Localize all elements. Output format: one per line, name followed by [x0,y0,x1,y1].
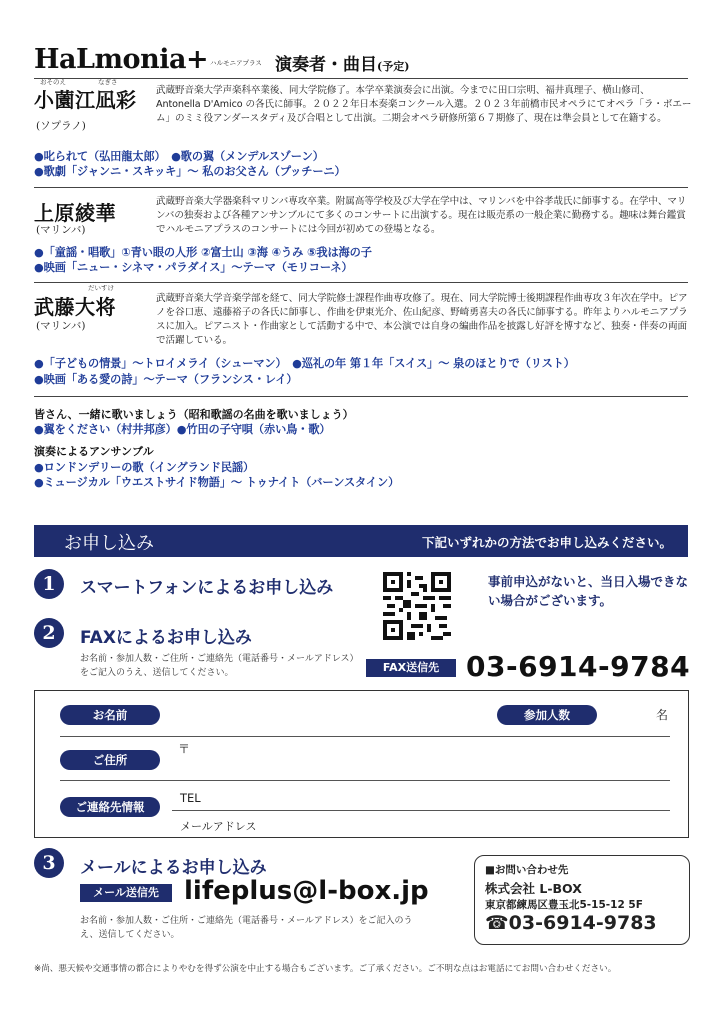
performer-name: 武藤大将 [34,295,116,319]
fax-tag: FAX送信先 [366,659,456,677]
postal-mark: 〒 [178,742,191,756]
performer-name: 小薗江凪彩 [34,88,137,112]
banner-title: お申し込み [64,533,154,554]
contact-company: 株式会社 L-BOX [485,881,582,896]
method-email: メールによるお申し込み [80,858,267,878]
mail-address[interactable]: lifeplus@l-box.jp [184,876,429,906]
footer-note: ※尚、悪天候や交通事情の都合によりやむを得ず公演を中止する場合もございます。ご了承ください。ご不明な点はお電話にてお問い合わせください。 [34,964,617,974]
name-ruby: だいすけ [88,284,114,292]
song-line: ●「童謡・唱歌」①青い眼の人形 ②富士山 ③海 ④うみ ⑤我は海の子 [34,246,372,259]
step-number: 1 [34,569,64,599]
entry-notice: 事前申込がないと、当日入場できない場合がございます。 [488,574,689,608]
performer-bio: 武蔵野音楽大学声楽科卒業後、同大学院修了。本学卒業演奏会に出演。今までに田口宗明、福井真理子、横山修司、Antonella D'Amico の各氏に師事。２０２２年日本奏楽コンクール入選。２０２３年前橋市民オペラにてオペラ「ラ・ボエーム」のミミ役アンダースタディ及び合唱として出演。二期会オペラ研修所第６７期修了、現在は準会員として在籍する。 [156,85,692,124]
tel-label: TEL [180,791,201,805]
ensemble-heading: 演奏によるアンサンブル [34,445,154,458]
performer-name: 上原綾華 [34,201,116,225]
song-line: ●叱られて（弘田龍太郎） ●歌の翼（メンデルスゾーン） [34,150,324,163]
performer-bio: 武蔵野音楽大学音楽学部を経て、同大学院修士課程作曲専攻修了。現在、同大学院博士後期課程作曲専攻３年次在学中。ピアノを谷口恵、遠藤裕子の各氏に師事し、作曲を伊東光介、佐山紀彦、野崎勇喜夫の各氏に師事する。昨年よりハルモニアプラスに加入。ピアニスト・作曲家として活動する中で、本公演では自身の編曲作品を披露し好評を博すなど、独奏・伴奏の両面で活躍している。 [156,293,688,346]
sing-along-songs: ●翼をください（村井邦彦）●竹田の子守唄（赤い鳥・歌） [34,423,331,436]
count-label: 参加人数 [497,705,597,725]
step-number: 2 [34,618,64,648]
song-line: ●「子どもの情景」～トロイメライ（シューマン） ●巡礼の年 第１年「スイス」～ 泉のほとりで（リスト） [34,357,575,370]
method-fax: FAXによるお申し込み [80,628,252,648]
banner-subtitle: 下記いずれかの方法でお申し込みください。 [421,535,672,550]
sing-along-heading: 皆さん、一緒に歌いましょう（昭和歌謡の名曲を歌いましょう） [34,408,354,421]
tel-field[interactable] [172,810,670,811]
ensemble-song: ●ミュージカル「ウエストサイド物語」～ トゥナイト（バーンスタイン） [34,476,400,489]
phone-icon: ☎ [485,912,509,934]
contact-phone-row[interactable] [485,912,657,934]
name-ruby: おそのえ [40,78,66,86]
mail-instructions: お名前・参加人数・ご住所・ご連絡先（電話番号・メールアドレス）をご記入のうえ、送信してください。 [80,916,413,940]
performer-role: (ソプラノ) [36,120,86,132]
name-ruby: なぎさ [98,78,118,86]
address-label: ご住所 [60,750,160,770]
method-smartphone: スマートフォンによるお申し込み [80,578,334,598]
fax-instructions: お名前・参加人数・ご住所・ご連絡先（電話番号・メールアドレス）をご記入のうえ、送信してください。 [80,654,359,678]
logo-reading: ハルモニアプラス [210,59,262,67]
mail-tag: メール送信先 [80,884,172,902]
ensemble-song: ●ロンドンデリーの歌（イングランド民謡） [34,461,255,474]
name-field[interactable] [60,736,670,737]
performer-role: (マリンバ) [36,224,86,236]
name-label: お名前 [60,705,160,725]
song-line: ●歌劇「ジャンニ・スキッキ」～ 私のお父さん（プッチーニ） [34,165,346,178]
contact-heading: ■お問い合わせ先 [485,864,569,876]
fax-number[interactable]: 03-6914-9784 [466,650,691,683]
contact-box [474,855,690,945]
step-number: 3 [34,848,64,878]
logo: HaLmonia+ [34,44,209,75]
application-banner [34,525,688,557]
song-line: ●映画「ニュー・シネマ・パラダイス」～テーマ（モリコーネ） [34,261,353,274]
performer-role: (マリンバ) [36,320,86,332]
performer-bio: 武蔵野音楽大学器楽科マリンバ専攻卒業。附属高等学校及び大学在学中は、マリンバを中谷孝哉氏に師事する。在学中、マリンバの独奏および各種アンサンブルにて多くのコンサートに出演する。現在は販売系の一般企業に勤務する。趣味は舞台鑑賞でハルモニアプラスのコンサートには今回が初めての登場となる。 [156,196,687,235]
count-unit: 名 [656,708,669,722]
contact-label: ご連絡先情報 [60,797,160,817]
qr-code-icon[interactable] [383,572,451,640]
address-field[interactable] [60,780,670,781]
contact-address: 東京都練馬区豊玉北5-15-12 5F [485,899,643,911]
email-label: メールアドレス [180,820,257,833]
page-title: 演奏者・曲目(予定) [275,55,410,75]
song-line: ●映画「ある愛の詩」～テーマ（フランシス・レイ） [34,373,298,386]
contact-phone: 03-6914-9783 [508,912,657,934]
